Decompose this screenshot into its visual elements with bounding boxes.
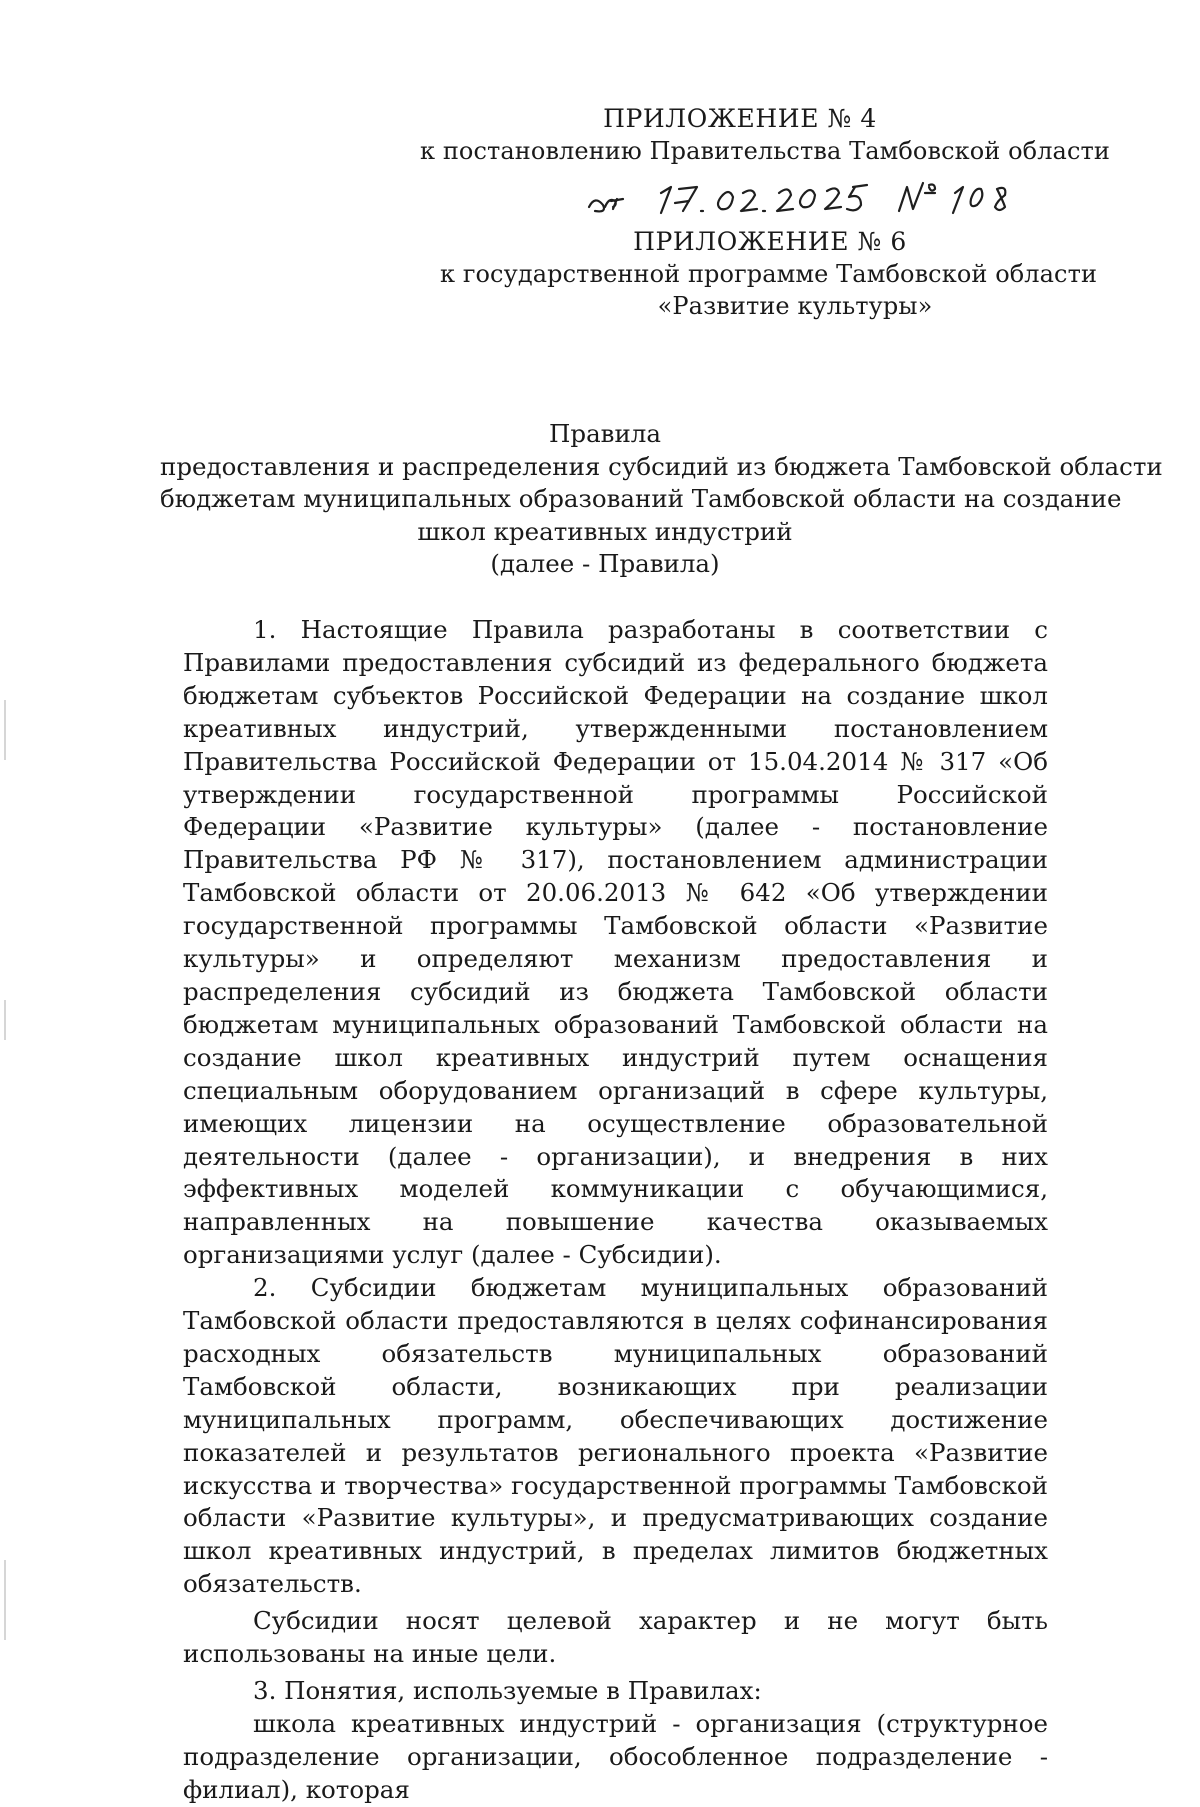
appendix-6-block xyxy=(440,226,1098,322)
appendix-4-block xyxy=(420,103,1110,167)
appendix-6-heading: ПРИЛОЖЕНИЕ № 6 xyxy=(633,227,907,256)
paragraph-5: школа креативных индустрий - организация (структурное подразделение организации, обособленное подразделение - филиал), которая xyxy=(183,1708,1048,1804)
paragraph-1: 1. Настоящие Правила разработаны в соответствии с Правилами предоставления субсидий из федерального бюджета бюджетам субъектов Российской Федерации на создание школ креативных индустрий, утвержденными постановлением Правительства Российской Федерации от 15.04.2014 № 317 «Об утверждении государственной программы Российской Федерации «Развитие культуры» (далее - постановление Правительства РФ № 317), постановлением администрации Тамбовской области от 20.06.2013 № 642 «Об утверждении государственной программы Тамбовской области «Развитие культуры» и определяют механизм предоставления и распределения субсидий из бюджета Тамбовской области бюджетам муниципальных образований Тамбовской области на создание школ креативных индустрий путем оснащения специальным оборудованием организаций в сфере культуры, имеющих лицензии на осуществление образовательной деятельности (далее - организации), и внедрения в них эффективных моделей коммуникации с обучающимися, направленных на повышение качества оказываемых организациями услуг (далее - Субсидии). xyxy=(183,615,1048,1270)
paragraph-4: 3. Понятия, используемые в Правилах: xyxy=(253,1676,762,1705)
paragraph-3: Субсидии носят целевой характер и не могут быть использованы на иные цели. xyxy=(183,1606,1048,1669)
scan-artifact xyxy=(4,1000,6,1040)
title-line-4: школ креативных индустрий xyxy=(417,516,793,546)
appendix-6-subtitle: к государственной программе Тамбовской области xyxy=(440,260,1098,288)
appendix-4-heading: ПРИЛОЖЕНИЕ № 4 xyxy=(603,104,877,133)
scan-artifact xyxy=(4,700,6,760)
appendix-4-subtitle: к постановлению Правительства Тамбовской области xyxy=(420,137,1110,165)
title-line-3: бюджетам муниципальных образований Тамбовской области на создание xyxy=(160,484,1122,514)
document-body xyxy=(183,614,1048,1807)
scan-artifact xyxy=(4,1560,6,1640)
title-line-5: (далее - Правила) xyxy=(490,549,720,579)
paragraph-2: 2. Субсидии бюджетам муниципальных образований Тамбовской области предоставляются в целях софинансирования расходных обязательств муниципальных образований Тамбовской области, возникающих при реализации муниципальных программ, обеспечивающих достижение показателей и результатов регионального проекта «Развитие искусства и творчества» государственной программы Тамбовской области «Развитие культуры», и предусматривающих создание школ креативных индустрий, в пределах лимитов бюджетных обязательств. xyxy=(183,1273,1048,1599)
appendix-6-program-name: «Развитие культуры» xyxy=(657,292,933,320)
title-line-1: Правила xyxy=(549,419,661,448)
document-title xyxy=(160,418,1163,581)
title-line-2: предоставления и распределения субсидий из бюджета Тамбовской области xyxy=(160,451,1163,481)
handwritten-date-number xyxy=(583,177,1043,223)
